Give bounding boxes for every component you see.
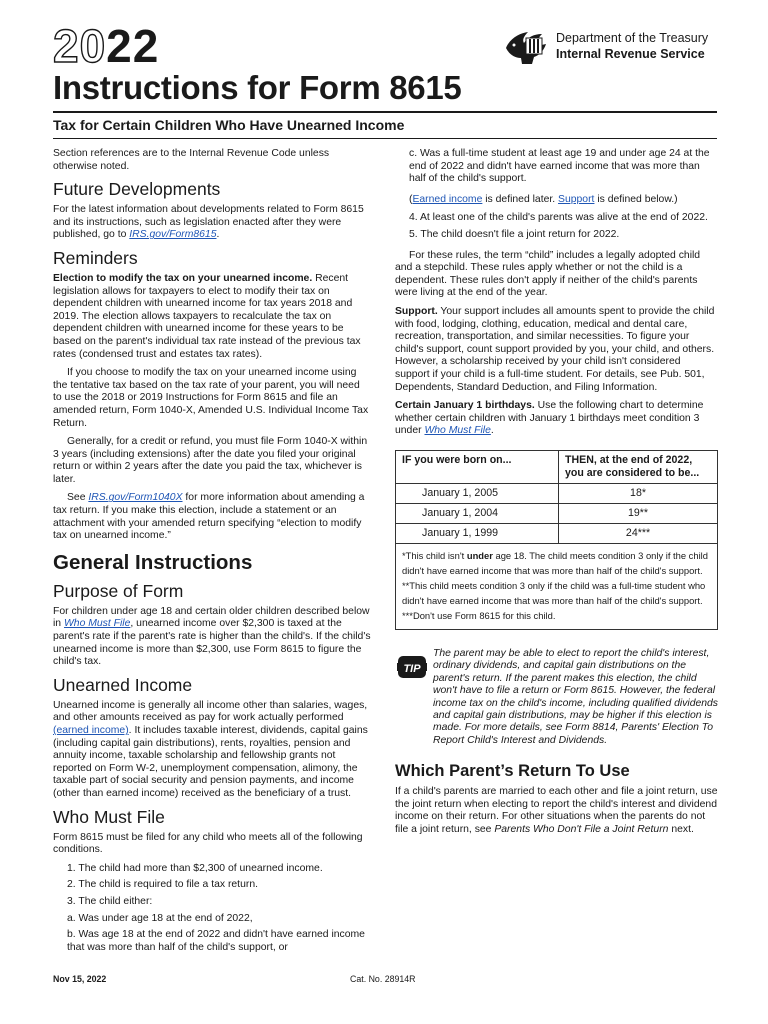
condition-5: 5. The child doesn't file a joint return for 2022. bbox=[409, 228, 620, 240]
agency-irs: Internal Revenue Service bbox=[556, 47, 705, 61]
form-subtitle: Tax for Certain Children Who Have Unearned Income bbox=[53, 117, 405, 133]
january-runin: Certain January 1 birthdays. bbox=[395, 400, 535, 412]
agency-block bbox=[502, 28, 717, 68]
title-divider bbox=[53, 111, 717, 113]
january-birthdays-paragraph: Certain January 1 birthdays. Use the following chart to determine whether certain children with January 1 birthdays meet condition 3 under Who Must File. bbox=[395, 400, 704, 437]
earned-income-link[interactable]: (earned income) bbox=[53, 725, 129, 736]
reminders-heading: Reminders bbox=[53, 247, 138, 268]
election-runin: Election to modify the tax on your unearned income. bbox=[53, 272, 313, 284]
chart-notes bbox=[396, 544, 717, 629]
election-paragraph: Election to modify the tax on your unearned income. Recent legislation allows for taxpayers to elect to modify their tax on dependent children with unearned income for tax years 2018 and 2019. The election allows taxpayers to recalculate the tax on dependent children with unearned income for these years to be based on the parent's individual tax rate instead of the previous tax rates (condensed trust and estates tax rates). bbox=[53, 272, 361, 360]
support-paragraph: Support. Your support includes all amounts spent to provide the child with food, lodging, clothing, education, medical and dental care, recreation, transportation, and similar necessities. To figure your child's support, count support provided by you, your child, and others. However, a scholarship received by your child isn't considered support if your child is a full-time student. For details, see Pub. 501, Dependents, Standard Deduction, and Filing Information. bbox=[395, 305, 715, 393]
condition-4: 4. At least one of the child's parents was alive at the end of 2022. bbox=[409, 212, 708, 224]
who-must-file-text: Form 8615 must be filed for any child who meets all of the following conditions. bbox=[53, 831, 363, 856]
chart-note-1: *This child isn't under age 18. The child meets condition 3 only if the child didn't have earned income that was more than half of the child's support. bbox=[402, 549, 708, 576]
intro-text: Section references are to the Internal Revenue Code unless otherwise noted. bbox=[53, 148, 330, 172]
year-outline-digits: 20 bbox=[53, 20, 107, 72]
table-header-row bbox=[396, 451, 717, 484]
purpose-paragraph: For children under age 18 and certain older children described below in Who Must File, unearned income over $2,300 is taxed at the parent's rate if the parent's rate is higher than the child's. If the child's unearned income is more than $2,300, use Form 8615 to figure the child's tax. bbox=[53, 605, 371, 668]
parents-joint-return-ref: Parents Who Don't File a Joint Return bbox=[494, 823, 669, 835]
future-developments-heading: Future Developments bbox=[53, 179, 221, 200]
table-row bbox=[396, 483, 717, 503]
who-must-file-link[interactable]: Who Must File bbox=[424, 425, 491, 437]
condition-1: 1. The child had more than $2,300 of unearned income. bbox=[67, 862, 323, 874]
table-header-born: IF you were born on... bbox=[396, 451, 559, 484]
birthday-table bbox=[396, 451, 717, 544]
irs-form1040x-link[interactable]: IRS.gov/Form1040X bbox=[88, 492, 183, 504]
birthday-chart bbox=[395, 450, 718, 630]
table-row bbox=[396, 523, 717, 543]
chart-note-3: ***Don't use Form 8615 for this child. bbox=[402, 609, 556, 621]
purpose-of-form-heading: Purpose of Form bbox=[53, 580, 184, 601]
table-cell-date: January 1, 1999 bbox=[396, 523, 559, 543]
tip-icon bbox=[397, 652, 427, 682]
table-header-age: THEN, at the end of 2022, you are considered to be... bbox=[559, 451, 718, 484]
tip-text: The parent may be able to elect to report the child's interest, ordinary dividends, and capital gain distributions on the parent's return. If the parent makes this election, the child won't have to file a return or Form 8615. However, the federal income tax on the child's income, including qualified dividends and capital gain distributions, may be higher if this election is made. For more details, see Form 8814, Parents' Election To Report Child's Interest and Dividends. bbox=[433, 647, 719, 746]
tip-label: TIP bbox=[403, 662, 421, 675]
right-column bbox=[395, 148, 718, 843]
left-column bbox=[53, 148, 371, 958]
earned-income-link[interactable]: Earned income bbox=[412, 193, 483, 205]
condition-3b: b. Was age 18 at the end of 2022 and didn't have earned income that was more than half of the child's support, or bbox=[67, 929, 365, 953]
support-link[interactable]: Support bbox=[558, 193, 595, 205]
form-title: Instructions for Form 8615 bbox=[53, 69, 462, 106]
irs-eagle-logo-icon bbox=[502, 28, 552, 66]
footer-date: Nov 15, 2022 bbox=[53, 974, 107, 984]
irs-form8615-link[interactable]: IRS.gov/Form8615 bbox=[129, 229, 217, 241]
table-cell-date: January 1, 2005 bbox=[396, 483, 559, 503]
choose-paragraph: If you choose to modify the tax on your unearned income using the tentative tax based on the tax rate of your parent, you will need to use the 2018 or 2019 Instructions for Form 8615 and file an amended return, Form 1040-X, Amended U.S. Individual Income Tax Return. bbox=[53, 367, 369, 429]
who-must-file-link[interactable]: Who Must File bbox=[63, 618, 131, 630]
agency-department: Department of the Treasury bbox=[556, 31, 709, 45]
unearned-paragraph: Unearned income is generally all income other than salaries, wages, and other amounts received as pay for work actually performed (earned income). It includes taxable interest, dividends, capital gains (including capital gain distributions), rents, royalties, pension and annuity income, taxable scholarship and fellowship grants not reported on Form W-2, unemployment compensation, alimony, the taxable part of social security and pension payments, and income (other than earned income) received as the beneficiary of a trust. bbox=[53, 699, 368, 799]
definitions-note: (Earned income is defined later. Support is defined below.) bbox=[409, 193, 678, 205]
support-runin: Support. bbox=[395, 305, 438, 317]
unearned-income-heading: Unearned Income bbox=[53, 674, 193, 695]
condition-3: 3. The child either: bbox=[67, 895, 153, 907]
credit-paragraph: Generally, for a credit or refund, you must file Form 1040-X within 3 years (including extensions) after the date you filed your original return or within 2 years after the date you paid the tax, whichever is later. bbox=[53, 436, 368, 485]
which-parent-paragraph: If a child's parents are married to each other and file a joint return, use the joint return when electing to report the child's interest and dividend income on their return. For other situations when the parents do not file a joint return, see Parents Who Don't File a Joint Return next. bbox=[395, 786, 718, 835]
see-paragraph: See IRS.gov/Form1040X for more information about amending a tax return. If you make this election, include a statement or an attachment with your amended return specifying “election to modify tax on unearned income.” bbox=[53, 492, 365, 542]
table-cell-date: January 1, 2004 bbox=[396, 503, 559, 523]
chart-note-2: **This child meets condition 3 only if the child was a full-time student who didn't have earned income that was more than half of the child's support. bbox=[402, 579, 706, 606]
tip-callout bbox=[395, 648, 718, 747]
future-developments-text: For the latest information about developments related to Form 8615 and its instructions, such as legislation enacted after they were published, go to IRS.gov/Form8615. bbox=[53, 204, 364, 241]
table-cell-age: 24*** bbox=[559, 523, 718, 543]
footer-catalog-number: Cat. No. 28914R bbox=[350, 974, 416, 984]
year-bold-digits: 22 bbox=[106, 20, 160, 72]
which-parent-heading: Which Parent’s Return To Use bbox=[395, 762, 630, 781]
child-definition-paragraph: For these rules, the term “child” includes a legally adopted child and a stepchild. These rules apply whether or not the child is a dependent. These rules don't apply if neither of the child's parents were living at the end of the year. bbox=[395, 249, 701, 299]
condition-3c: c. Was a full-time student at least age 19 and under age 24 at the end of 2022 and didn't have earned income that was more than half of the child's support. bbox=[409, 148, 710, 185]
table-cell-age: 18* bbox=[559, 483, 718, 503]
general-instructions-heading: General Instructions bbox=[53, 550, 253, 574]
form-year bbox=[53, 22, 159, 70]
who-must-file-heading: Who Must File bbox=[53, 806, 165, 827]
subtitle-divider bbox=[53, 138, 717, 139]
condition-2: 2. The child is required to file a tax return. bbox=[67, 879, 258, 891]
table-row bbox=[396, 503, 717, 523]
table-cell-age: 19** bbox=[559, 503, 718, 523]
condition-3a: a. Was under age 18 at the end of 2022, bbox=[67, 912, 253, 924]
